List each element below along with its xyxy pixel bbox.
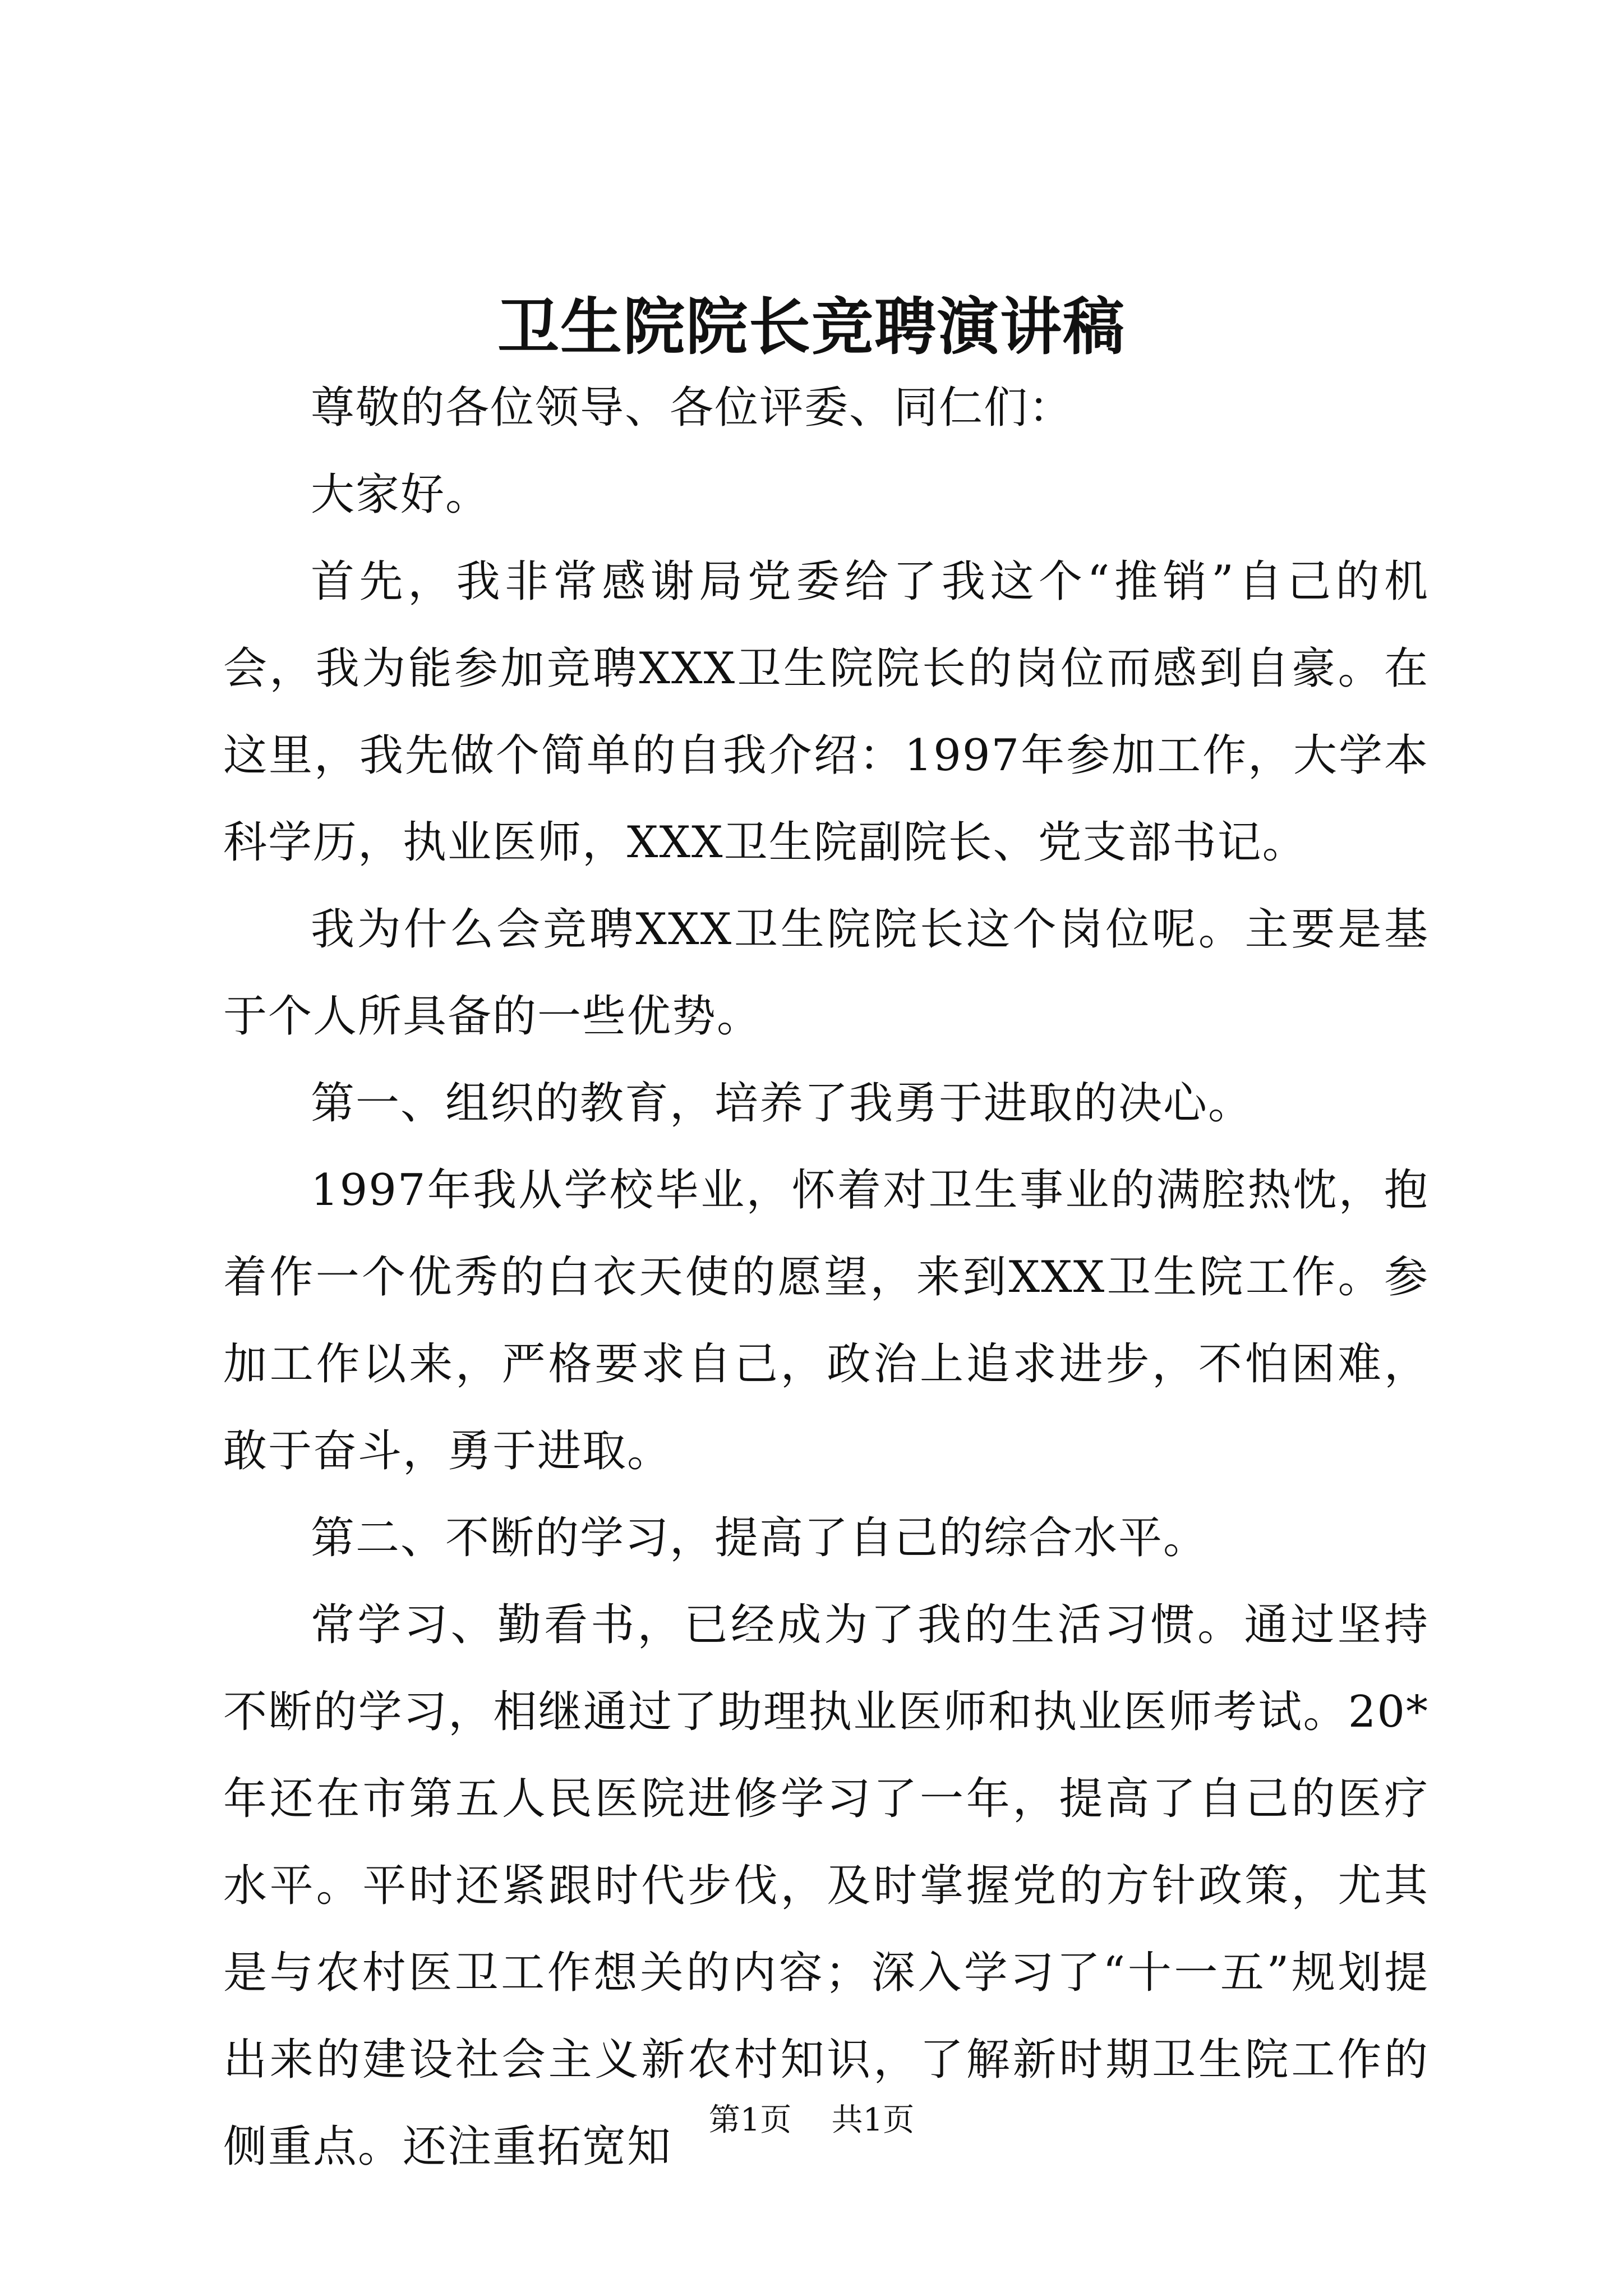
footer-separator <box>801 2102 822 2138</box>
introduction-paragraph: 首先，我非常感谢局党委给了我这个“推销”自己的机会，我为能参加竞聘XXX卫生院院长的岗位而感到自豪。在这里，我先做个简单的自我介绍：1997年参加工作，大学本科学历，执业医师，XXX卫生院副院长、党支部书记。 <box>223 556 1429 868</box>
section-heading-first: 第一、组织的教育，培养了我勇于进取的决心。 <box>311 1078 1253 1129</box>
salutation-paragraph: 尊敬的各位领导、各位评委、同仁们： <box>311 383 1074 433</box>
page-footer <box>0 2098 1623 2143</box>
second-section-paragraph: 常学习、勤看书，已经成为了我的生活习惯。通过坚持不断的学习，相继通过了助理执业医师和执业医师考试。20*年还在市第五人民医院进修学习了一年，提高了自己的医疗水平。平时还紧跟时代步伐，及时掌握党的方针政策，尤其是与农村医卫工作想关的内容；深入学习了“十一五”规划提出来的建设社会主义新农村知识，了解新时期卫生院工作的侧重点。还注重拓宽知 <box>223 1600 1429 2172</box>
first-section-paragraph: 1997年我从学校毕业，怀着对卫生事业的满腔热忱，抱着作一个优秀的白衣天使的愿望，来到XXX卫生院工作。参加工作以来，严格要求自己，政治上追求进步，不怕困难，敢于奋斗，勇于进取。 <box>223 1165 1429 1476</box>
section-heading-second: 第二、不断的学习，提高了自己的综合水平。 <box>311 1513 1209 1563</box>
document-title: 卫生院院长竞聘演讲稿 <box>497 291 1126 363</box>
document-body <box>223 365 1429 2191</box>
total-pages-label: 共1页 <box>831 2102 915 2138</box>
page-number-label: 第1页 <box>708 2102 792 2138</box>
motivation-paragraph: 我为什么会竞聘XXX卫生院院长这个岗位呢。主要是基于个人所具备的一些优势。 <box>223 904 1429 1042</box>
greeting-paragraph: 大家好。 <box>311 470 491 520</box>
